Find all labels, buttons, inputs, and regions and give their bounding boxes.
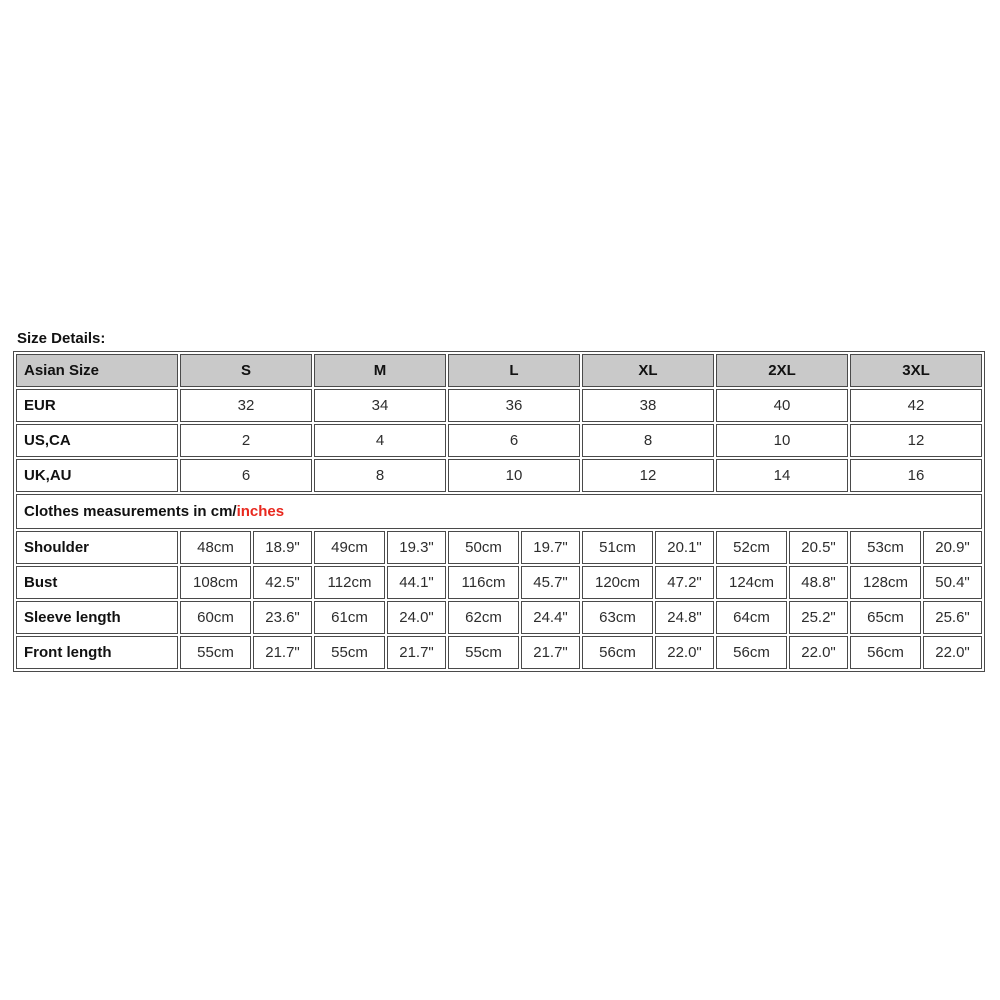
value-cell: 42 [850,389,982,422]
value-cell-cm: 108cm [180,566,251,599]
value-cell-inches: 21.7" [253,636,312,669]
value-cell-cm: 124cm [716,566,787,599]
value-cell: 10 [716,424,848,457]
value-cell-inches: 24.0" [387,601,446,634]
value-cell-cm: 63cm [582,601,653,634]
row-label-shoulder: Shoulder [16,531,178,564]
section-title-cell [16,494,982,529]
size-details-heading: Size Details: [17,330,106,347]
header-row [16,354,982,387]
value-cell: 36 [448,389,580,422]
value-cell-inches: 42.5" [253,566,312,599]
value-cell-cm: 61cm [314,601,385,634]
value-cell-cm: 120cm [582,566,653,599]
value-cell-cm: 56cm [582,636,653,669]
value-cell: 12 [850,424,982,457]
header-cell-size-s: S [180,354,312,387]
row-label-bust: Bust [16,566,178,599]
value-cell: 2 [180,424,312,457]
row-label-front-length: Front length [16,636,178,669]
value-cell-inches: 47.2" [655,566,714,599]
value-cell-cm: 60cm [180,601,251,634]
header-cell-size-2xl: 2XL [716,354,848,387]
row-ukau [16,459,982,492]
row-label-ukau: UK,AU [16,459,178,492]
value-cell-inches: 24.4" [521,601,580,634]
value-cell-cm: 51cm [582,531,653,564]
value-cell-inches: 44.1" [387,566,446,599]
value-cell: 4 [314,424,446,457]
value-cell-cm: 62cm [448,601,519,634]
value-cell-cm: 52cm [716,531,787,564]
value-cell-cm: 56cm [716,636,787,669]
header-cell-size-l: L [448,354,580,387]
value-cell-cm: 55cm [448,636,519,669]
value-cell-inches: 24.8" [655,601,714,634]
value-cell: 8 [582,424,714,457]
value-cell-inches: 20.1" [655,531,714,564]
header-cell-size-m: M [314,354,446,387]
row-usca [16,424,982,457]
value-cell-cm: 128cm [850,566,921,599]
value-cell-inches: 23.6" [253,601,312,634]
value-cell-cm: 116cm [448,566,519,599]
value-cell: 10 [448,459,580,492]
value-cell: 6 [180,459,312,492]
row-front-length [16,636,982,669]
row-shoulder [16,531,982,564]
value-cell-inches: 22.0" [655,636,714,669]
value-cell-inches: 19.3" [387,531,446,564]
value-cell-inches: 50.4" [923,566,982,599]
value-cell-inches: 20.5" [789,531,848,564]
section-title-red: inches [236,503,285,520]
value-cell-cm: 48cm [180,531,251,564]
value-cell: 40 [716,389,848,422]
value-cell-inches: 45.7" [521,566,580,599]
value-cell-cm: 50cm [448,531,519,564]
value-cell-inches: 19.7" [521,531,580,564]
row-label-usca: US,CA [16,424,178,457]
row-label-eur: EUR [16,389,178,422]
value-cell-cm: 53cm [850,531,921,564]
value-cell: 32 [180,389,312,422]
value-cell-inches: 18.9" [253,531,312,564]
header-cell-size-xl: XL [582,354,714,387]
value-cell: 8 [314,459,446,492]
row-sleeve-length [16,601,982,634]
value-cell: 6 [448,424,580,457]
value-cell-cm: 112cm [314,566,385,599]
section-title-black: Clothes measurements in cm/ [24,503,237,520]
value-cell-inches: 20.9" [923,531,982,564]
header-cell-size-3xl: 3XL [850,354,982,387]
value-cell-cm: 65cm [850,601,921,634]
value-cell-inches: 21.7" [387,636,446,669]
value-cell-cm: 49cm [314,531,385,564]
value-cell: 16 [850,459,982,492]
value-cell-cm: 55cm [180,636,251,669]
value-cell: 34 [314,389,446,422]
row-bust [16,566,982,599]
section-row [16,494,982,529]
value-cell-cm: 55cm [314,636,385,669]
row-label-sleeve-length: Sleeve length [16,601,178,634]
value-cell: 38 [582,389,714,422]
value-cell-inches: 22.0" [923,636,982,669]
value-cell-inches: 25.2" [789,601,848,634]
header-cell-asian-size: Asian Size [16,354,178,387]
value-cell-inches: 25.6" [923,601,982,634]
size-chart-table [13,351,985,672]
value-cell-inches: 22.0" [789,636,848,669]
value-cell-inches: 48.8" [789,566,848,599]
value-cell: 14 [716,459,848,492]
value-cell-inches: 21.7" [521,636,580,669]
value-cell-cm: 56cm [850,636,921,669]
value-cell-cm: 64cm [716,601,787,634]
value-cell: 12 [582,459,714,492]
row-eur [16,389,982,422]
